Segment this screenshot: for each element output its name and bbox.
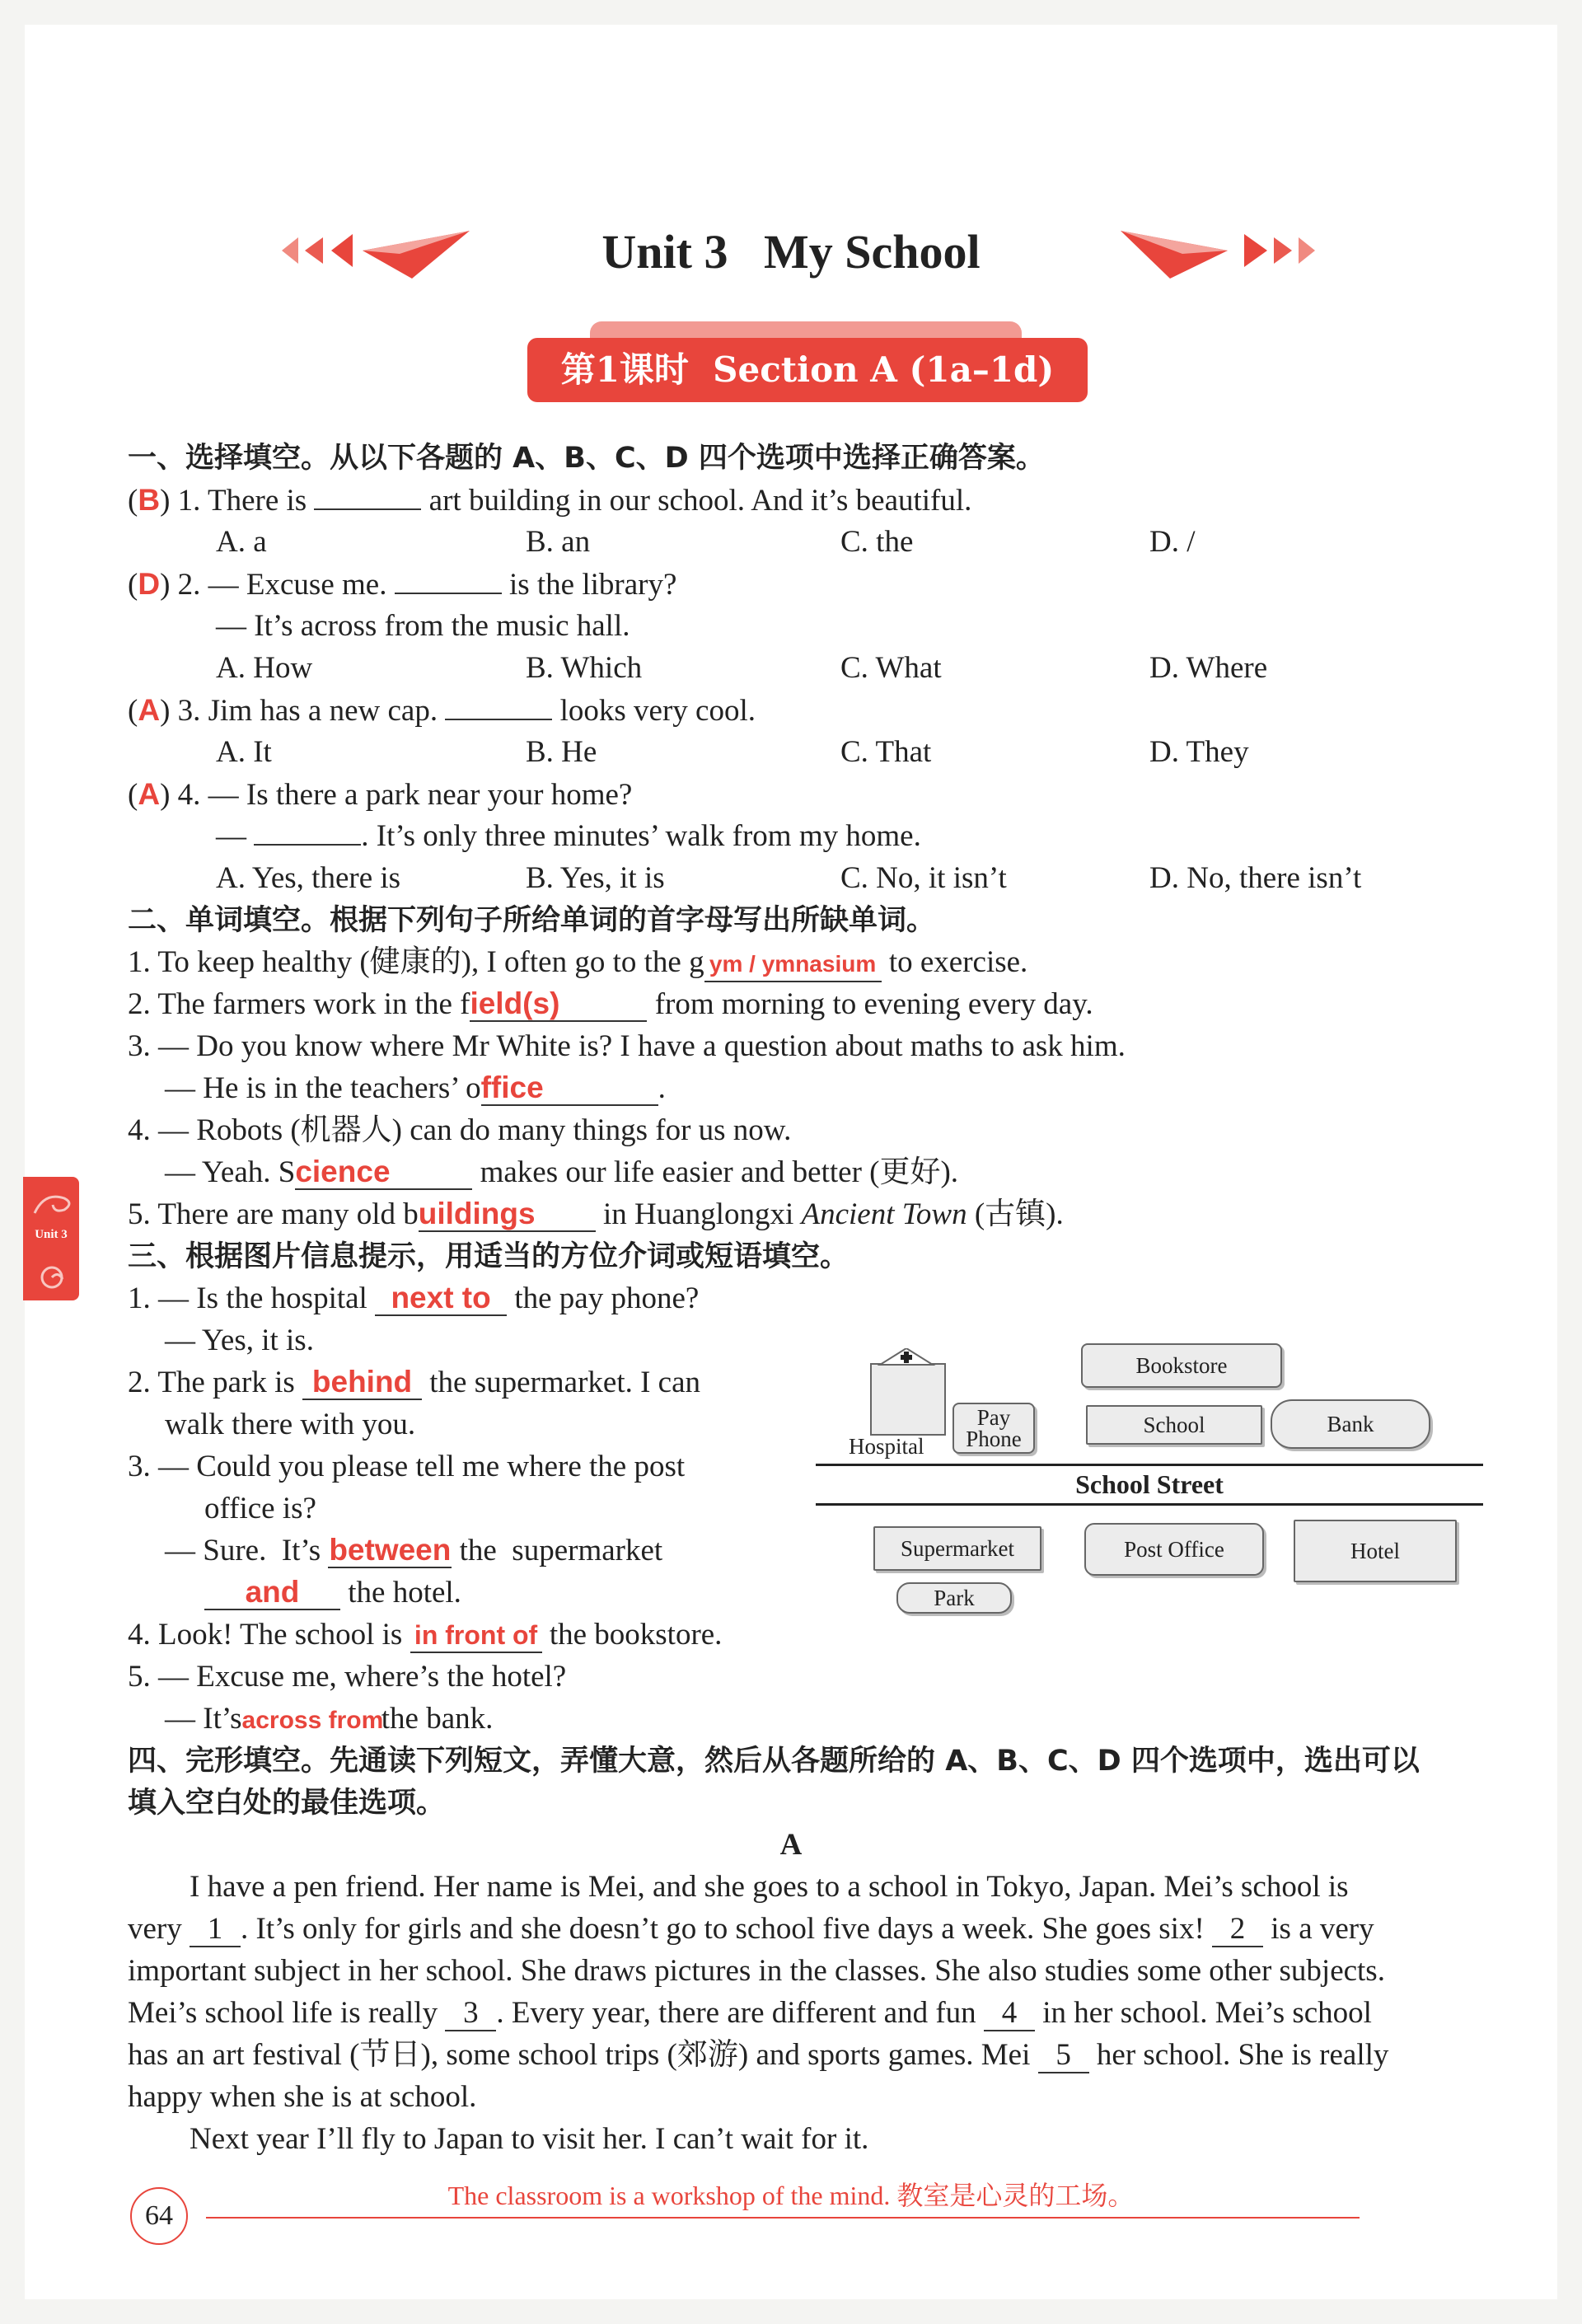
swirl-decoration-icon: [28, 1188, 77, 1221]
page: [25, 25, 1557, 2299]
question-2: (D) 2. — Excuse me. is the library?: [128, 567, 677, 602]
part3-line-10: 5. — Excuse me, where’s the hotel?: [128, 1660, 567, 1694]
part2-item-3: 3. — Do you know where Mr White is? I have a question about maths to ask him.: [128, 1029, 1126, 1063]
park-box: Park: [896, 1582, 1012, 1614]
part3-line-7: — Sure. It’s between the supermarket: [165, 1533, 663, 1567]
passage-line-3: important subject in her school. She draws pictures in the classes. She also studies some other subjects.: [128, 1954, 1385, 1988]
option-a: A. Yes, there is: [216, 861, 401, 895]
question-4: (A) 4. — Is there a park near your home?: [128, 777, 633, 812]
option-a: A. It: [216, 735, 272, 769]
answer: A: [138, 693, 161, 727]
side-tab-label: Unit 3: [35, 1228, 68, 1241]
option-b: B. Which: [526, 651, 643, 685]
part2-item-1: 1. To keep healthy (健康的), I often go to the g ym / ymnasium to exercise.: [128, 941, 1027, 984]
street-map: [816, 1343, 1508, 1656]
bank-box: Bank: [1271, 1399, 1430, 1449]
option-c: C. No, it isn’t: [840, 861, 1007, 895]
bookstore-box: Bookstore: [1081, 1343, 1282, 1388]
answer: D: [138, 567, 161, 601]
hospital-roof-icon: [870, 1348, 943, 1370]
part3-line-4: walk there with you.: [165, 1408, 416, 1441]
option-d: D. They: [1149, 735, 1249, 769]
passage-line-7: Next year I’ll fly to Japan to visit her. I can’t wait for it.: [190, 2122, 869, 2156]
part3-line-2: — Yes, it is.: [165, 1324, 314, 1357]
option-d: D. /: [1149, 525, 1196, 559]
right-arrow-decoration-icon: [1121, 221, 1368, 279]
footer-motto: The classroom is a workshop of the mind. 教室是心灵的工场。: [447, 2181, 1135, 2210]
part1-heading: 一、选择填空。从以下各题的 A、B、C、D 四个选项中选择正确答案。: [128, 442, 1045, 475]
part3-line-11: — It’sacross from the bank.: [165, 1702, 494, 1736]
question-3: (A) 3. Jim has a new cap. looks very cool.: [128, 693, 756, 728]
passage-line-5: has an art festival (节日), some school trips (郊游) and sports games. Mei 5 her school. She is really: [128, 2038, 1389, 2072]
school-box: School: [1086, 1405, 1262, 1445]
part2-item-4: 4. — Robots (机器人) can do many things for us now.: [128, 1113, 792, 1147]
part3-line-6: office is?: [204, 1492, 316, 1525]
option-c: C. That: [840, 735, 932, 769]
passage-line-4: Mei’s school life is really 3 . Every year, there are different and fun 4 in her school. Mei’s school: [128, 1996, 1372, 2030]
option-b: B. He: [526, 735, 597, 769]
pay-phone-box: Pay Phone: [952, 1403, 1035, 1454]
part2-item-2: 2. The farmers work in the field(s) from morning to evening every day.: [128, 986, 1093, 1021]
question-4-reply: — . It’s only three minutes’ walk from my home.: [216, 819, 921, 853]
question-2-reply: — It’s across from the music hall.: [216, 609, 630, 643]
footer-line: [206, 2217, 1360, 2219]
question-1: (B) 1. There is art building in our school. And it’s beautiful.: [128, 483, 972, 518]
passage-line-6: happy when she is at school.: [128, 2080, 477, 2114]
option-a: A. a: [216, 525, 267, 559]
passage-label: A: [779, 1828, 803, 1862]
blank: [445, 719, 552, 720]
page-number: 64: [145, 2200, 173, 2231]
blank: [395, 593, 502, 594]
hospital-label: Hospital: [849, 1434, 924, 1459]
hospital-building: [870, 1363, 946, 1436]
page-title: Unit 3 My School: [601, 225, 981, 279]
side-unit-tab: [23, 1177, 79, 1300]
part2-item-5: 5. There are many old buildings in Huanglongxi Ancient Town (古镇).: [128, 1197, 1064, 1231]
post-office-box: Post Office: [1084, 1523, 1264, 1576]
option-a: A. How: [216, 651, 313, 685]
blank: [314, 508, 421, 510]
answer: B: [138, 483, 161, 517]
option-d: D. No, there isn’t: [1149, 861, 1362, 895]
part3-line-3: 2. The park is behind the supermarket. I can: [128, 1365, 701, 1399]
answer: A: [138, 777, 161, 811]
supermarket-box: Supermarket: [873, 1526, 1041, 1571]
option-b: B. Yes, it is: [526, 861, 665, 895]
option-b: B. an: [526, 525, 591, 559]
part2-heading: 二、单词填空。根据下列句子所给单词的首字母写出所缺单词。: [128, 904, 936, 937]
section-banner: 第1课时 Section A (1a–1d): [527, 338, 1088, 402]
blank: [254, 844, 361, 846]
part3-line-8: and the hotel.: [204, 1572, 461, 1614]
street-name: School Street: [1075, 1469, 1224, 1499]
hotel-box: Hotel: [1294, 1520, 1457, 1582]
part2-item-3-reply: — He is in the teachers’ office .: [165, 1071, 666, 1105]
option-c: C. What: [840, 651, 942, 685]
part3-line-1: 1. — Is the hospital next to the pay phone?: [128, 1281, 700, 1315]
passage-line-2: very 1 . It’s only for girls and she doesn’t go to school five days a week. She goes six! 2 is a very: [128, 1912, 1374, 1946]
passage-line-1: I have a pen friend. Her name is Mei, and she goes to a school in Tokyo, Japan. Mei’s school is: [190, 1870, 1349, 1904]
street-top-line: [816, 1464, 1483, 1466]
swirl-decoration-icon: [31, 1261, 73, 1294]
part3-heading: 三、根据图片信息提示，用适当的方位介词或短语填空。: [128, 1240, 850, 1273]
part2-item-4-reply: — Yeah. Science makes our life easier and better (更好).: [165, 1155, 959, 1189]
part3-line-9: 4. Look! The school is in front of the bookstore.: [128, 1618, 723, 1652]
part3-line-5: 3. — Could you please tell me where the post: [128, 1450, 686, 1483]
part4-heading-cont: 填入空白处的最佳选项。: [128, 1787, 446, 1820]
option-d: D. Where: [1149, 651, 1268, 685]
option-c: C. the: [840, 525, 914, 559]
street-bottom-line: [816, 1503, 1483, 1506]
part4-heading: 四、完形填空。先通读下列短文，弄懂大意，然后从各题所给的 A、B、C、D 四个选项中，选出可以: [128, 1745, 1420, 1778]
